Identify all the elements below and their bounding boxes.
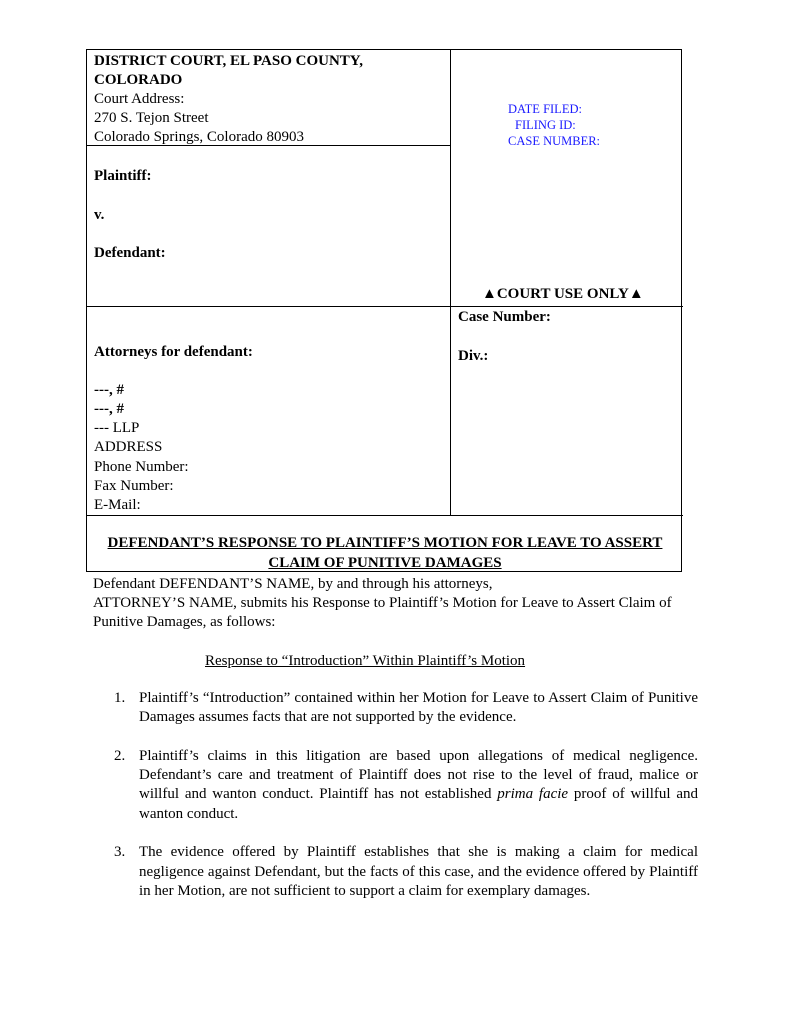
court-address-label: Court Address:	[94, 91, 185, 107]
section-heading: Response to “Introduction” Within Plaintiff’s Motion	[205, 653, 526, 669]
item-text-continued: proof of willful and wanton conduct.	[139, 786, 698, 822]
item-text: Plaintiff’s “Introduction” contained within her Motion for Leave to Assert Claim of Punitive Damages assumes facts that are not supported by the evidence.	[139, 690, 698, 726]
item-number: 3.	[114, 844, 126, 861]
case-caption-box	[86, 49, 682, 572]
document-title-line1: DEFENDANT’S RESPONSE TO PLAINTIFF’S MOTION FOR LEAVE TO ASSERT	[107, 535, 663, 551]
attorney-1: ---, #	[94, 382, 124, 398]
intro-line-1: Defendant DEFENDANT’S NAME, by and through his attorneys,	[93, 576, 493, 592]
court-name-line2: COLORADO	[94, 72, 183, 88]
item-text: Plaintiff’s claims in this litigation are based upon allegations of medical negligence. Defendant’s care and treatment of Plaintiff does not rise to the level of fraud, malice or willful and wanton conduct. Plaintiff has not established	[139, 747, 698, 803]
court-use-only-label: ▲COURT USE ONLY▲	[482, 286, 644, 302]
attorneys-label: Attorneys for defendant:	[94, 344, 253, 360]
defendant-label: Defendant:	[94, 245, 166, 261]
list-item	[114, 689, 698, 728]
list-item	[114, 747, 698, 824]
filing-id-label: FILING ID:	[515, 118, 576, 132]
item-text-italic: prima facie	[497, 786, 569, 803]
attorney-2: ---, #	[94, 401, 124, 417]
document-title	[87, 534, 683, 573]
caption-divider-title	[87, 515, 683, 516]
versus-label: v.	[94, 207, 105, 223]
fax-number-label: Fax Number:	[94, 478, 174, 494]
case-number-label: Case Number:	[458, 309, 551, 325]
court-street: 270 S. Tejon Street	[94, 110, 209, 126]
plaintiff-label: Plaintiff:	[94, 168, 152, 184]
numbered-paragraphs	[114, 689, 698, 921]
date-filed-label: DATE FILED:	[508, 102, 582, 116]
email-label: E-Mail:	[94, 497, 141, 513]
item-number: 1.	[114, 690, 126, 706]
firm-address: ADDRESS	[94, 439, 163, 455]
item-number: 2.	[114, 747, 126, 764]
law-firm: --- LLP	[94, 420, 140, 436]
document-title-line2: CLAIM OF PUNITIVE DAMAGES	[268, 554, 502, 571]
intro-paragraph: ATTORNEY’S NAME, submits his Response to Plaintiff’s Motion for Leave to Assert Claim of Punitive Damages, as follows:	[93, 595, 672, 631]
division-label: Div.:	[458, 348, 489, 364]
list-item	[114, 843, 698, 901]
phone-number-label: Phone Number:	[94, 459, 189, 475]
filing-case-number-label: CASE NUMBER:	[508, 134, 601, 148]
caption-vertical-divider	[450, 50, 451, 515]
caption-divider-parties	[87, 306, 683, 307]
court-name-line1: DISTRICT COURT, EL PASO COUNTY,	[94, 53, 363, 69]
court-city: Colorado Springs, Colorado 80903	[94, 129, 304, 145]
item-text: The evidence offered by Plaintiff establishes that she is making a claim for medical negligence against Defendant, but the facts of this case, and the evidence offered by Plaintiff in her Motion, are not sufficient to support a claim for exemplary damages.	[139, 844, 698, 899]
